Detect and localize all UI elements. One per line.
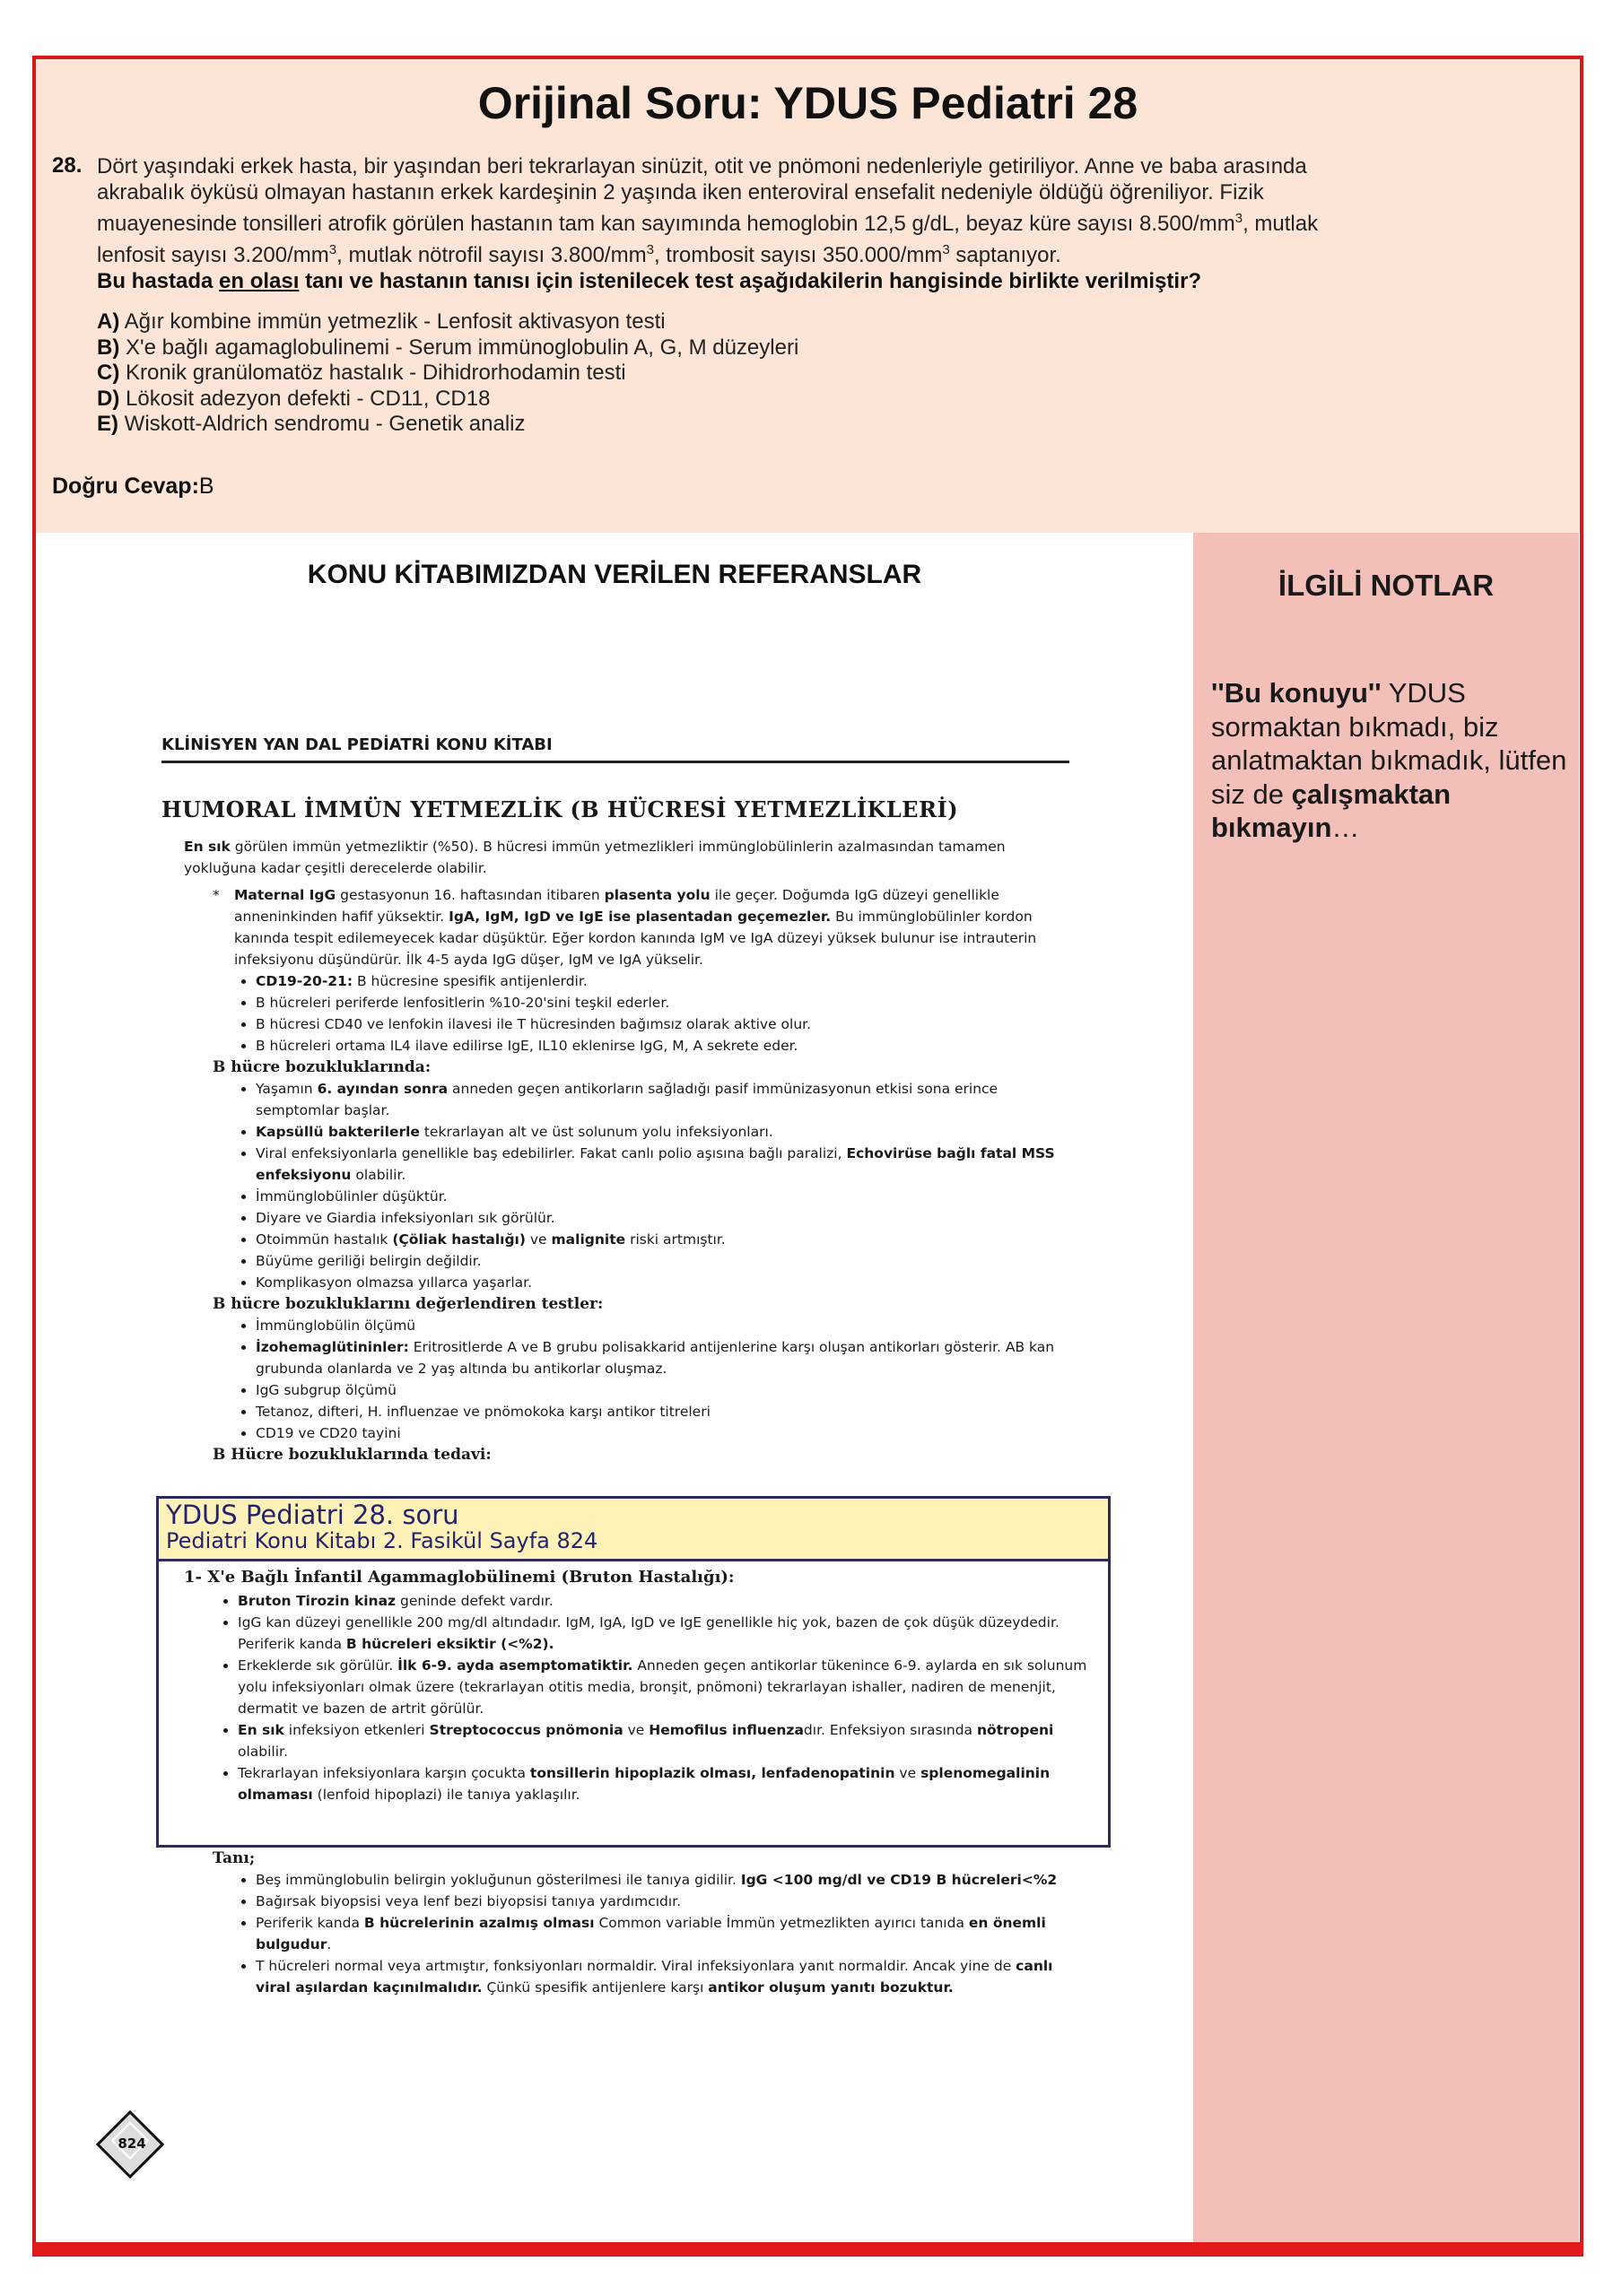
question-line: akrabalık öyküsü olmayan hastanın erkek kardeşinin 2 yaşında iken enteroviral ensefalit nedeniyle öldüğü öğreniliyor. Fizik [97,180,1264,204]
list-item: • Tetanoz, difteri, H. influenzae ve pnömokoka karşı antikor titreleri [256,1401,1068,1422]
highlight-source: YDUS Pediatri 28. soru [166,1500,459,1530]
list-item: • CD19-20-21: B hücresine spesifik antijenlerdir. [256,970,1068,992]
list-item: • B hücresi CD40 ve lenfokin ilavesi ile T hücresinden bağımsız olarak aktive olur. [256,1013,1068,1035]
section-title: HUMORAL İMMÜN YETMEZLİK (B HÜCRESİ YETMEZLİKLERİ) [161,796,959,822]
list-item: • Kapsüllü bakterilerle tekrarlayan alt ve üst solunum yolu infeksiyonları. [256,1121,1068,1143]
question-number: 28. [52,153,83,178]
subheading: Tanı; [213,1849,256,1867]
list-item: • Otoimmün hastalık (Çöliak hastalığı) ve malignite riski artmıştır. [256,1229,1068,1250]
list-item: • İzohemaglütininler: Eritrositlerde A ve B grubu polisakkarid antijenlerine karşı oluşan antikorları gösterir. AB kan grubunda olanlarda ve 2 yaş altında bu antikorlar oluşmaz. [256,1336,1068,1379]
list-item: • İmmünglobülin ölçümü [256,1315,1068,1336]
page-title: Orijinal Soru: YDUS Pediatri 28 [477,78,1138,128]
bruton-title: 1- X'e Bağlı İnfantil Agammaglobülinemi (Bruton Hastalığı): [184,1568,735,1587]
list-item: • Beş immünglobulin belirgin yokluğunun gösterilmesi ile tanıya gidilir. IgG <100 mg/dl ve CD19 B hücreleri<%2 [256,1869,1074,1891]
list-item: • Komplikasyon olmazsa yıllarca yaşarlar. [256,1272,1068,1293]
bottom-bar [32,2242,1583,2255]
notes-title: İLGİLİ NOTLAR [1278,569,1495,602]
option-e: E) Wiskott-Aldrich sendromu - Genetik analiz [97,412,526,436]
question-line: lenfosit sayısı $3.200/mm^3$, mutlak nötrofil sayısı $3.800/mm^3$, trombosit sayısı $350.000/mm^3$ saptanıyor. [97,242,1061,267]
question-prompt: Bu hastada en olası tanı ve hastanın tanısı için istenilecek test aşağıdakilerin hangisinde birlikte verilmiştir? [97,269,1202,293]
list-item: • T hücreleri normal veya artmıştır, fonksiyonları normaldir. Viral infeksiyonlara yanıt normaldir. Ancak yine de canlı viral aşılardan kaçınılmalıdır. Çünkü spesifik antijenlere karşı antikor oluşum yanıtı bozuktur. [256,1955,1074,1998]
question-line: muayenesinde tonsilleri atrofik görülen hastanın tam kan sayımında hemoglobin 12,5 g/dL, beyaz küre sayısı $8.500/mm^3$, mutlak [97,211,1319,236]
page-number: 824 [118,2135,146,2152]
option-b: B) X'e bağlı agamaglobulinemi - Serum immünoglobulin A, G, M düzeyleri [97,335,799,360]
correct-answer: Doğru Cevap:B [52,474,214,499]
option-d: D) Lökosit adezyon defekti - CD11, CD18 [97,386,491,411]
subheading: B Hücre bozukluklarında tedavi: [213,1446,492,1464]
list-item: • Erkeklerde sık görülür. İlk 6-9. ayda asemptomatiktir. Anneden geçen antikorlar tükenince 6-9. aylarda en sık solunum yolu infeksiyonları olmak üzere (tekrarlayan otitis media, bronşit, pnömoni) tekrarlayan ishaller, nadiren de menenjit, dermatit ve bazen de artrit görülür. [238,1655,1090,1719]
list-item: • B hücreleri ortama IL4 ilave edilirse IgE, IL10 eklenirse IgG, M, A sekrete eder. [256,1035,1068,1057]
list-item: • CD19 ve CD20 tayini [256,1422,1068,1444]
list-item: • IgG kan düzeyi genellikle 200 mg/dl altındadır. IgM, IgA, IgD ve IgE genellikle hiç yok, bazen de çok düşük düzeydedir. Periferik kanda B hücreleri eksiktir (<%2). [238,1612,1090,1655]
page-frame [32,56,1583,2257]
subheading: B hücre bozukluklarını değerlendiren testler: [213,1295,604,1313]
list-item: • Yaşamın 6. ayından sonra anneden geçen antikorların sağladığı pasif immünizasyonun etkisi sona erince semptomlar başlar. [256,1078,1068,1121]
list-item: • Bruton Tirozin kinaz geninde defekt vardır. [238,1590,1090,1612]
notes-text: ''Bu konuyu'' YDUS sormaktan bıkmadı, biz anlatmaktan bıkmadık, lütfen siz de çalışmaktan bıkmayın… [1211,677,1567,843]
list-item: • İmmünglobülinler düşüktür. [256,1186,1068,1207]
list-item: • IgG subgrup ölçümü [256,1379,1068,1401]
book-header: KLİNİSYEN YAN DAL PEDİATRİ KONU KİTABI [161,735,553,754]
list-item: • Büyüme geriliği belirgin değildir. [256,1250,1068,1272]
list-item: • B hücreleri periferde lenfositlerin %10-20'sini teşkil ederler. [256,992,1068,1013]
reference-title: KONU KİTABIMIZDAN VERİLEN REFERANSLAR [307,560,922,589]
highlight-reference: Pediatri Konu Kitabı 2. Fasikül Sayfa 824 [166,1528,598,1553]
list-item: • Diyare ve Giardia infeksiyonları sık görülür. [256,1207,1068,1229]
list-item: • Tekrarlayan infeksiyonlara karşın çocukta tonsillerin hipoplazik olması, lenfadenopatinin ve splenomegalinin olmaması (lenfoid hipoplazi) ile tanıya yaklaşılır. [238,1762,1090,1805]
list-item: • Periferik kanda B hücrelerinin azalmış olması Common variable İmmün yetmezlikten ayırıcı tanıda en önemli bulgudur. [256,1912,1074,1955]
list-item: • En sık infeksiyon etkenleri Streptococcus pnömonia ve Hemofilus influenzadır. Enfeksiyon sırasında nötropeni olabilir. [238,1719,1090,1762]
intro-paragraph: En sık görülen immün yetmezliktir (%50). B hücresi immün yetmezlikleri immünglobülinlerin azalmasından tamamen yokluğuna kadar çeşitli derecelerde olabilir. [184,839,1006,876]
option-c: C) Kronik granülomatöz hastalık - Dihidrorhodamin testi [97,361,626,385]
list-item: • Viral enfeksiyonlarla genellikle baş edebilirler. Fakat canlı polio aşısına bağlı paralizi, Echovirüse bağlı fatal MSS enfeksiyonu olabilir. [256,1143,1068,1186]
maternal-igg-note: * Maternal IgG gestasyonun 16. haftasından itibaren plasenta yolu ile geçer. Doğumda IgG düzeyi genellikle anneninkinden hafif yüksektir. IgA, IgM, IgD ve IgE ise plasentadan geçemezler. Bu immünglobülinler kordon kanında tespit edilemeyecek kadar düşüktür. Eğer kordon kanında IgM ve IgA düzeyi yüksek bulunur ise intrauterin infeksiyonu düşündürür. İlk 4-5 ayda IgG düşer, IgM ve IgA yükselir. [213,884,1068,970]
subheading: B hücre bozukluklarında: [213,1058,432,1076]
option-a: A) Ağır kombine immün yetmezlik - Lenfosit aktivasyon testi [97,309,666,334]
list-item: • Bağırsak biyopsisi veya lenf bezi biyopsisi tanıya yardımcıdır. [256,1891,1074,1912]
question-line: Dört yaşındaki erkek hasta, bir yaşından beri tekrarlayan sinüzit, otit ve pnömoni nedenleriyle getiriliyor. Anne ve baba arasında [97,154,1307,178]
